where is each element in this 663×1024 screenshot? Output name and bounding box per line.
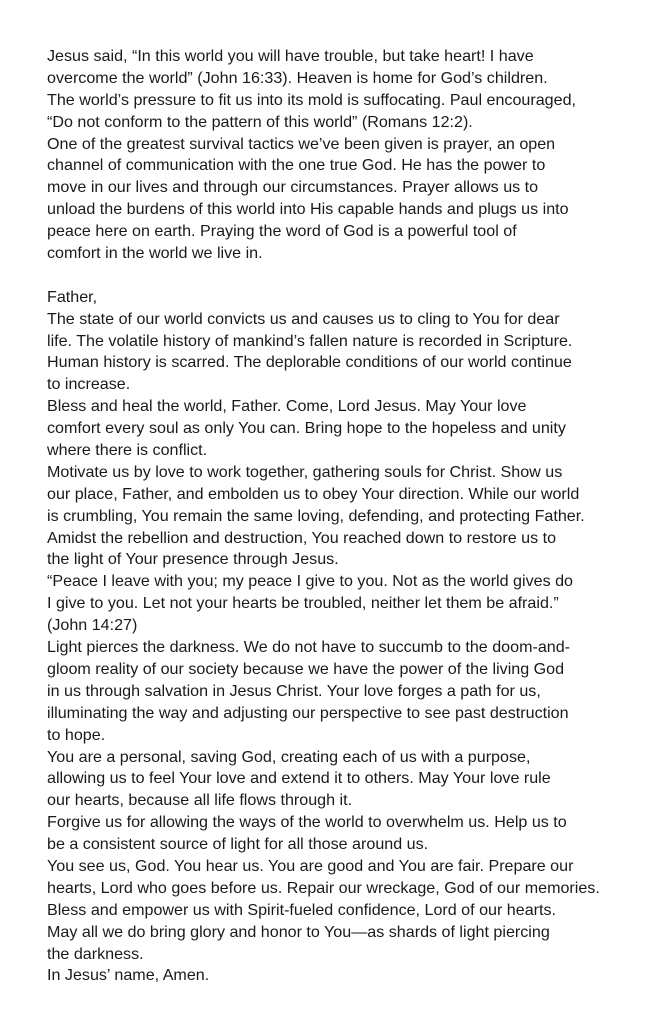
text-line: Light pierces the darkness. We do not have to succumb to the doom-and-: [47, 638, 571, 657]
text-line: Bless and heal the world, Father. Come, Lord Jesus. May Your love: [47, 397, 527, 416]
text-line: One of the greatest survival tactics we’ve been given is prayer, an open: [47, 134, 556, 153]
text-line: The world’s pressure to fit us into its mold is suffocating. Paul encouraged,: [47, 90, 576, 109]
text-line: allowing us to feel Your love and extend it to others. May Your love rule: [47, 769, 551, 788]
text-line: You are a personal, saving God, creating each of us with a purpose,: [47, 747, 531, 766]
prayer-closing: In Jesus’ name, Amen.: [47, 966, 210, 985]
document-page: [47, 46, 659, 987]
text-line: the light of Your presence through Jesus.: [47, 550, 339, 569]
paragraph-spacer: [47, 265, 659, 287]
text-line: in us through salvation in Jesus Christ. Your love forges a path for us,: [47, 681, 541, 700]
text-line: “Do not conform to the pattern of this world” (Romans 12:2).: [47, 112, 473, 131]
text-line: unload the burdens of this world into His capable hands and plugs us into: [47, 200, 569, 219]
text-line: where there is conflict.: [47, 441, 208, 460]
text-line: the darkness.: [47, 944, 144, 963]
text-line: The state of our world convicts us and causes us to cling to You for dear: [47, 309, 560, 328]
prayer-salutation: Father,: [47, 287, 98, 306]
text-line: our hearts, because all life flows through it.: [47, 791, 353, 810]
text-line: life. The volatile history of mankind’s fallen nature is recorded in Scripture.: [47, 331, 573, 350]
text-line: peace here on earth. Praying the word of God is a powerful tool of: [47, 222, 517, 241]
text-line: Forgive us for allowing the ways of the world to overwhelm us. Help us to: [47, 813, 567, 832]
text-line: our place, Father, and embolden us to obey Your direction. While our world: [47, 484, 580, 503]
scripture-quote-line: “Peace I leave with you; my peace I give to you. Not as the world gives do: [47, 572, 574, 591]
text-line: May all we do bring glory and honor to You—as shards of light piercing: [47, 922, 550, 941]
prayer-section: [47, 287, 659, 988]
text-line: channel of communication with the one true God. He has the power to: [47, 156, 546, 175]
text-line: Human history is scarred. The deplorable conditions of our world continue: [47, 353, 572, 372]
text-line: hearts, Lord who goes before us. Repair our wreckage, God of our memories.: [47, 878, 600, 897]
text-line: overcome the world” (John 16:33). Heaven is home for God’s children.: [47, 68, 548, 87]
text-line: move in our lives and through our circumstances. Prayer allows us to: [47, 178, 539, 197]
scripture-reference: (John 14:27): [47, 616, 138, 635]
text-line: gloom reality of our society because we have the power of the living God: [47, 659, 565, 678]
text-line: Bless and empower us with Spirit-fueled confidence, Lord of our hearts.: [47, 900, 557, 919]
intro-section: [47, 46, 659, 265]
scripture-quote-line: I give to you. Let not your hearts be troubled, neither let them be afraid.”: [47, 594, 559, 613]
text-line: is crumbling, You remain the same loving, defending, and protecting Father.: [47, 506, 585, 525]
text-line: comfort in the world we live in.: [47, 244, 263, 263]
text-line: You see us, God. You hear us. You are good and You are fair. Prepare our: [47, 856, 574, 875]
text-line: to increase.: [47, 375, 131, 394]
text-line: Jesus said, “In this world you will have trouble, but take heart! I have: [47, 47, 534, 65]
text-line: Amidst the rebellion and destruction, You reached down to restore us to: [47, 528, 557, 547]
text-line: comfort every soul as only You can. Bring hope to the hopeless and unity: [47, 419, 566, 438]
text-line: be a consistent source of light for all those around us.: [47, 835, 429, 854]
text-line: to hope.: [47, 725, 106, 744]
text-line: Motivate us by love to work together, gathering souls for Christ. Show us: [47, 462, 563, 481]
text-line: illuminating the way and adjusting our perspective to see past destruction: [47, 703, 569, 722]
